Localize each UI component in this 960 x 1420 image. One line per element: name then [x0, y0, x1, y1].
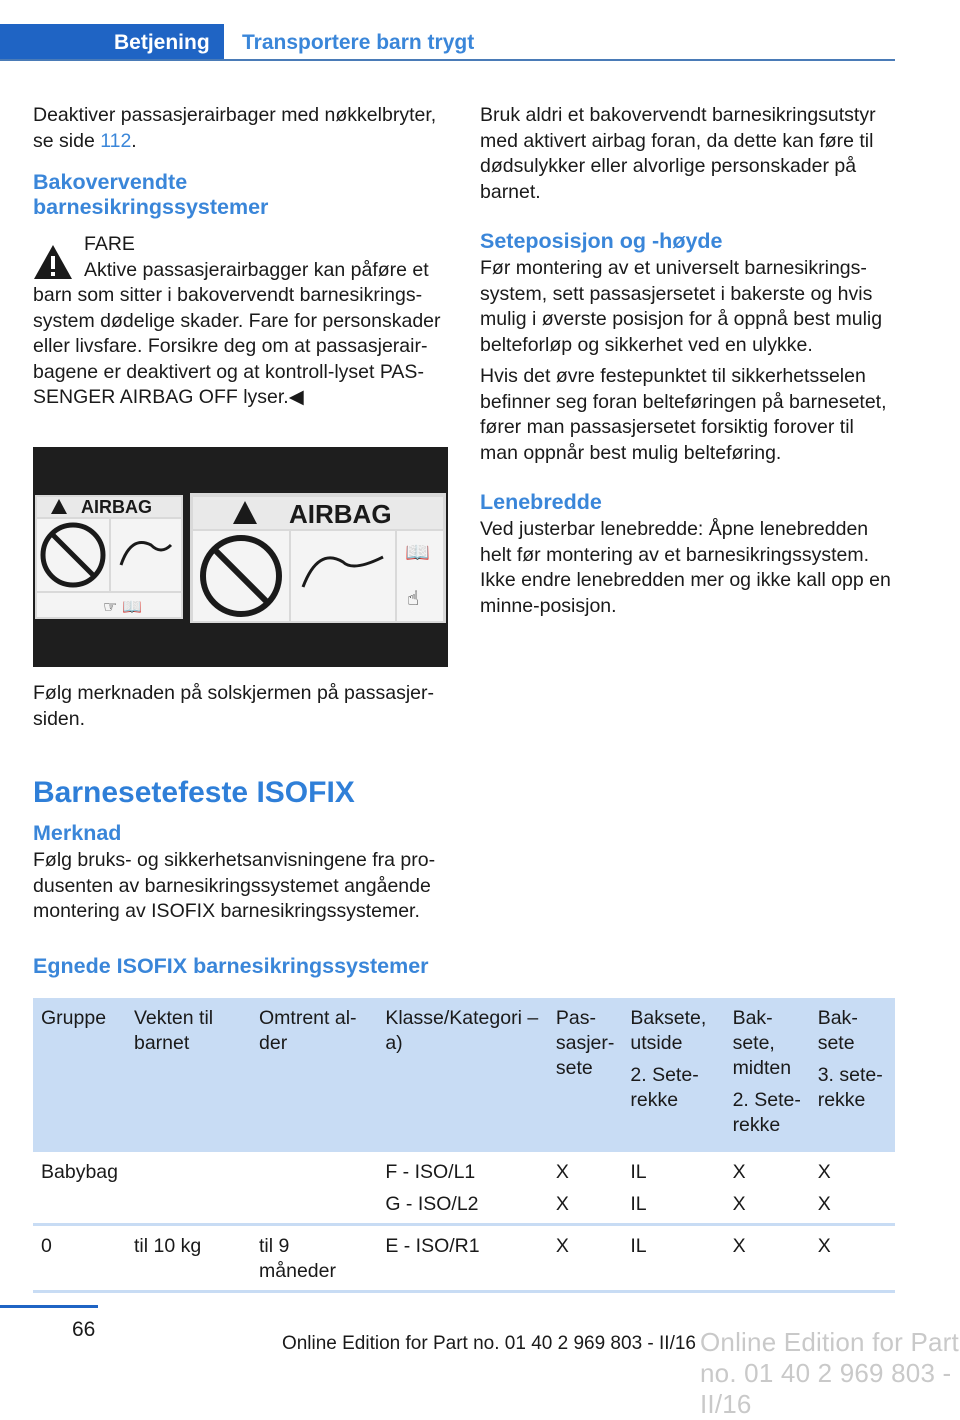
- airbag-label-photo: [33, 447, 448, 667]
- seat-belt-text: Hvis det øvre festepunktet til sikkerhetsselen befinner seg foran belteføringen på barnesetet, fører man passasjersetet forsiktig forover til man oppnår best mulig belteføring.: [480, 365, 887, 464]
- edition-note: Online Edition for Part no. 01 40 2 969 803 - II/16: [281, 1333, 696, 1354]
- watermark: Online Edition for Part no. 01 40 2 969 803 - II/16: [700, 1327, 959, 1419]
- col-age: Omtrent alder: [251, 998, 377, 1152]
- table-row: [33, 1152, 895, 1225]
- cell-passenger: X X: [548, 1152, 623, 1225]
- table-header-row: [33, 998, 895, 1152]
- cell-group: 0: [33, 1225, 126, 1292]
- airbag-large-text: AIRBAG: [289, 499, 392, 529]
- svg-text:📖: 📖: [405, 540, 430, 564]
- cell-age: [251, 1152, 377, 1225]
- page-link[interactable]: 112: [100, 129, 132, 152]
- chapter-title: Transportere barn trygt: [242, 31, 475, 54]
- cell-middle: X: [725, 1225, 810, 1292]
- col-weight: Vekten til barnet: [126, 998, 251, 1152]
- cell-class: E - ISO/R1: [377, 1225, 548, 1292]
- isofix-title: Barnesetefeste ISOFIX: [33, 776, 355, 809]
- backrest-width-heading: Lenebredde: [480, 490, 602, 514]
- table-heading: Egnede ISOFIX barnesikringssystemer: [33, 954, 429, 978]
- col-group: Gruppe: [33, 998, 126, 1152]
- warning-label: FARE: [84, 233, 135, 255]
- left-column: [33, 103, 448, 411]
- section-tab: Betjening: [0, 24, 224, 61]
- svg-text:☞ 📖: ☞ 📖: [103, 597, 143, 616]
- rear-facing-warning: Bruk aldri et bakovervendt barnesikringsutstyr med aktivert airbag foran, da dette kan føre til dødsulykker eller alvorlige personskader på barnet.: [480, 104, 876, 203]
- col-rear-middle: Baksete, midten 2. Seterekke: [725, 998, 810, 1152]
- seat-position-text: Før montering av et universelt barnesikringssystem, sett passasjersetet i bakerste og hvis mulig i øverste posisjon for å oppnå best mulig belteforløp og sikkerhet ved en ulykke.: [480, 257, 883, 356]
- header-rule: [0, 59, 895, 61]
- cell-weight: [126, 1152, 251, 1225]
- cell-weight: til 10 kg: [126, 1225, 251, 1292]
- svg-text:☝: ☝: [407, 586, 420, 610]
- col-rear-outer: Baksete, utside 2. Seterekke: [622, 998, 724, 1152]
- page-number: 66: [72, 1318, 96, 1341]
- cell-outer: IL: [622, 1225, 724, 1292]
- cell-middle: X X: [725, 1152, 810, 1225]
- cell-third: X X: [810, 1152, 895, 1225]
- cell-outer: IL IL: [622, 1152, 724, 1225]
- note-heading: Merknad: [33, 821, 122, 845]
- intro-paragraph: [33, 103, 448, 154]
- cell-group: Babybag: [33, 1152, 126, 1225]
- cell-third: X: [810, 1225, 895, 1292]
- cell-class: F - ISO/L1 G - ISO/L2: [377, 1152, 548, 1225]
- footer-rule: [0, 1305, 98, 1308]
- photo-caption: Følg merknaden på solskjermen på passasjersiden.: [33, 682, 435, 730]
- table-row: [33, 1225, 895, 1292]
- right-column: [480, 103, 895, 619]
- col-third-row: Baksete 3. seterekke: [810, 998, 895, 1152]
- intro-end: .: [131, 129, 137, 152]
- backrest-width-text: Ved justerbar lenebredde: Åpne lenebredden helt før montering av et barnesikringssystem. Ikke endre lenebredden mer og ikke kall opp en minne-posisjon.: [480, 518, 891, 617]
- col-passenger-seat: Passasjersete: [548, 998, 623, 1152]
- intro-text: Deaktiver passasjerairbager med nøkkelbryter, se side: [33, 104, 437, 152]
- isofix-table: [33, 998, 895, 1293]
- airbag-small-text: AIRBAG: [81, 497, 152, 517]
- cell-passenger: X: [548, 1225, 623, 1292]
- warning-triangle-icon: [33, 244, 73, 280]
- col-class: Klasse/Kategori – a): [377, 998, 548, 1152]
- cell-age: til 9 måneder: [251, 1225, 377, 1292]
- seat-position-heading: Seteposisjon og -høyde: [480, 229, 723, 253]
- warning-text: Aktive passasjerairbagger kan påføre et barn som sitter i bakovervendt barnesikringssystem dødelige skader. Fare for personskader eller livsfare. Forsikre deg om at passasjerairbagene er deaktivert og at kontroll-lyset PASSENGER AIRBAG OFF lyser.◀: [33, 258, 441, 408]
- note-text: Følg bruks- og sikkerhetsanvisningene fra produsenten av barnesikringssystemet angående montering av ISOFIX barnesikringssystemer.: [33, 849, 436, 922]
- rear-facing-heading: Bakovervendte barnesikringssystemer: [33, 170, 269, 219]
